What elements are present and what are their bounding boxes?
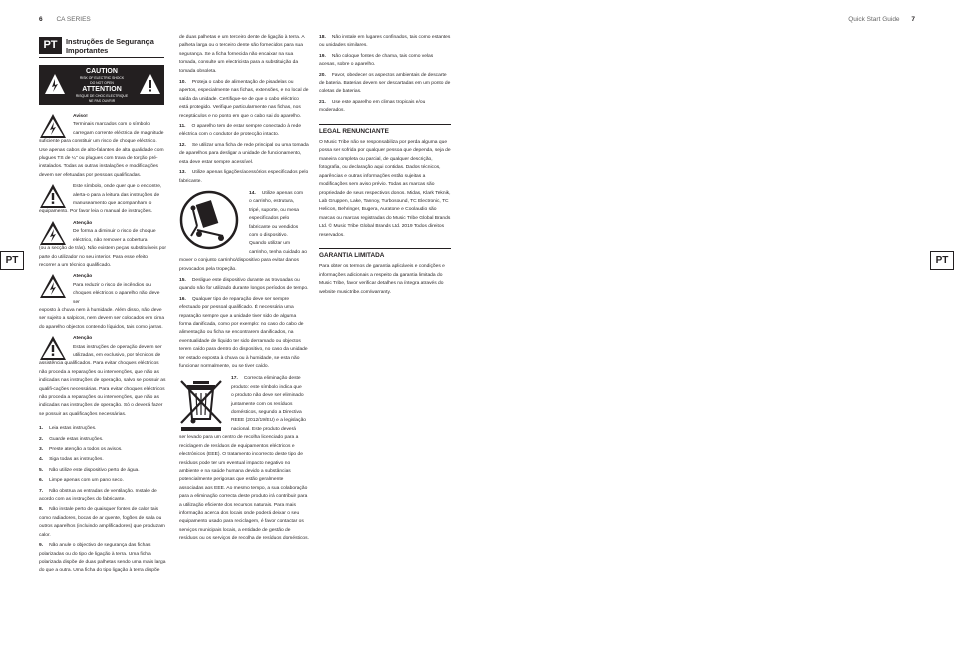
list-item: 15. Desligue este dispositivo durante as trovoadas ou quando não for utilizado durante longos períodos de tempo.	[179, 277, 309, 292]
language-badge: PT	[39, 37, 62, 54]
attention-sub2: NE PAS OUVRIR	[88, 99, 116, 103]
legal-section	[319, 124, 451, 240]
list-item: 9. Não anule o objectivo de segurança das fichas polarizadas ou do tipo de ligação à terra. Uma ficha polarizada dispõe de duas palhetas sendo uma mais larga do que a outra. Uma ficha do tipo ligação à terra dispõe	[39, 543, 166, 574]
side-tab-right: PT	[930, 251, 954, 270]
caution-text	[67, 68, 137, 104]
list-item: 7. Não obstrua as entradas de ventilação. Instale de acordo com as instruções do fabricante.	[39, 488, 157, 503]
weee-crossed-bin-icon	[179, 377, 223, 433]
warning-block-3	[39, 220, 166, 270]
warning-4-title: Atenção	[73, 274, 93, 280]
list-item: 1. Leia estas instruções.	[39, 426, 97, 432]
caution-label	[39, 65, 164, 105]
item-9-continued: de duas palhetas e um terceiro dente de ligação à terra. A palheta larga ou o terceiro dente são fornecidos para sua segurança. Se a ficha fornecida não encaixar na sua tomada, consulte um electricista para a substituição da tomada obsoleta.	[179, 35, 305, 74]
list-item: 16. Qualquer tipo de reparação deve ser sempre efectuado por pessoal qualificado. É necessária uma reparação sempre que a unidade tiver sido de alguma forma danificada, como por exemplo: no caso do cabo de alimentação ou ficha se encontrarem danificados, na eventualidade de líquido ter sido derramado ou objectos terem caído para dentro do dispositivo, no caso da unidade ter estado exposta à chuva ou à humidade, se esta não funcionar normalmente, ou se tiver caído.	[179, 296, 308, 370]
left-page-number: 6	[39, 16, 43, 23]
caution-sub1: RISK OF ELECTRIC SHOCK	[79, 76, 125, 80]
caution-heading: CAUTION	[86, 68, 118, 75]
warning-2-line1: Este símbolo, onde quer que o encontre,	[73, 184, 162, 190]
warning-1-line2: carregam corrente eléctrica de magnitude	[73, 130, 164, 136]
item-14-block: 14. Utilize apenas com o carrinho, estrutura, tripé, suporte, ou mesa especificados pelo fabricante ou vendidos com o dispositivo. Quando utilizar um carrinho, tenha cuidado ao mover o conjunto carrinho/dispositivo para evitar danos provocados pela tropeção.	[179, 190, 309, 274]
lightning-triangle-icon	[39, 273, 67, 299]
lightning-triangle-icon	[39, 113, 67, 139]
list-item: 18. Não instale em lugares confinados, tais como estantes ou unidades similares.	[319, 35, 451, 49]
list-item: 11. O aparelho tem de estar sempre conectado à rede eléctrica com o condutor de protecção intacto.	[179, 124, 302, 138]
list-item: 21. Use este aparelho em climas tropicais e/ou moderados.	[319, 99, 426, 114]
page-header-left	[39, 16, 91, 23]
warning-5-line2: utilizadas, em exclusivo, por técnicos de	[73, 352, 161, 358]
warranty-text: Para obter os termos de garantia aplicáveis e condições e informações adicionais a respeito da garantia limitada do Music Tribe, favor verificar detalhes na íntegra através do website musictribe.com/warranty.	[319, 264, 445, 295]
title-rule	[39, 57, 164, 58]
warning-1-title: Aviso!	[73, 114, 88, 119]
legal-heading: LEGAL RENUNCIANTE	[319, 127, 389, 135]
item-17-number: 17.	[231, 376, 238, 382]
list-item: 10. Proteja o cabo de alimentação de pisadelas ou apertos, especialmente nas fichas, extensões, e no local de saída da unidade. Certifique-se de que o cabo eléctrico está protegido. Verifique particularmente nas fichas, nos receptáculos e no ponto em que o cabo sai do aparelho.	[179, 80, 309, 119]
right-column	[319, 34, 451, 300]
exclamation-warning-icon	[139, 73, 161, 95]
list-item: 4. Siga todas as instruções.	[39, 457, 104, 463]
attention-heading: ATTENTION	[82, 86, 122, 93]
warning-block-5	[39, 335, 166, 419]
right-page-number: 7	[911, 16, 915, 23]
series-name: CA SERIES	[56, 16, 91, 23]
list-item: 6. Limpe apenas com um pano seco.	[39, 478, 124, 484]
warning-4-line2: choques eléctricos o aparelho não deve ser	[73, 291, 160, 305]
lightning-warning-icon	[44, 73, 66, 95]
warning-5-title: Atenção	[73, 336, 93, 342]
attention-sub1: RISQUE DE CHOC ELECTRIQUE	[75, 94, 129, 98]
warning-4-line1: Para reduzir o risco de incêndios ou	[73, 282, 152, 288]
middle-column	[179, 34, 309, 547]
list-item: 8. Não instale perto de quaisquer fontes de calor tais como radiadores, bocas de ar quente, fogões de sala ou outros aparelhos (incluindo amplificadores) que produzam calor.	[39, 507, 165, 538]
list-item: 12. Se utilizar uma ficha de rede principal ou uma tomada de aparelhos para desligar a unidade de funcionamento, esta deve estar sempre acessível.	[179, 142, 309, 165]
warning-2-line2: alerta-o para a leitura das instruções de	[73, 192, 160, 198]
warning-block-4	[39, 273, 166, 332]
warning-5-line1: Estas instruções de operação devem ser	[73, 344, 162, 350]
warning-3-line2: eléctrico, não remover a cobertura	[73, 237, 148, 243]
warning-2-text: equipamento. Por favor leia o manual de instruções.	[39, 209, 153, 215]
warning-block-2	[39, 183, 166, 217]
side-tab-left: PT	[0, 251, 24, 270]
warning-5-text: assistência qualificados. Para evitar choques eléctricos não proceda a reparações ou intervenções, que não as indicadas nas instruções de operação, salvo se possuir as qualifi-cações necessárias. Para evitar choques eléctricos não proceda a reparações ou intervenções, que não as indicadas nas instruções de operação. Só o deverá fazer se possuir as qualificações necessárias.	[39, 361, 166, 417]
instruction-list-left	[39, 425, 166, 576]
warning-4-text: exposto à chuva nem à humidade. Além disso, não deve ser sujeito a salpicos, nem devem ser colocados em cima do aparelho objectos contendo líquidos, tais como jarras.	[39, 307, 165, 330]
list-item: 5. Não utilize este dispositivo perto de água.	[39, 467, 140, 473]
page-header-right	[848, 16, 915, 23]
warning-3-text: (ou a secção de trás). Não existem peças substituíveis por parte do utilizador no seu interior. Para esse efeito recorrer a um técnico qualificado.	[39, 246, 166, 268]
page-title-line1: Instruções de Segurança	[66, 37, 154, 46]
warning-2-line3: manuseamento que acompanham o	[73, 201, 152, 207]
list-item: 19. Não coloque fontes de chama, tais como velas acesas, sobre o aparelho.	[319, 53, 434, 68]
item-17-block: 17. Correcta eliminação deste produto: este símbolo indica que o produto não deve ser eliminado juntamente com os resíduos domésticos, segundo a Directiva REEE (2012/19/EU) e a legislação nacional. Este produto deverá ser levado para um centro de recolha licenciado para a reciclagem de resíduos de equipamentos eléctricos e electrónicos (EEE). O tratamento incorrecto deste tipo de resíduos pode ter um eventual impacto negativo no ambiente e na saúde humana devido a substâncias potencialmente perigosas que estão geralmente associadas aos EEE. Ao mesmo tempo, a sua colaboração para a eliminação correcta deste produto irá contribuir para a utilização eficiente dos recursos naturais. Para mais informação acerca dos locais onde poderá deixar o seu equipamento usado para reciclagem, é favor contactar os serviços municipais locais, a entidade de gestão de resíduos ou os serviços de recolha de resíduos domésticos.	[179, 375, 309, 543]
instruction-list-middle	[179, 79, 309, 186]
cart-tipover-warning-icon	[179, 190, 239, 250]
lightning-triangle-icon	[39, 220, 67, 246]
legal-text: O Music Tribe não se responsabiliza por perda alguma que possa ser sofrida por qualquer pessoa que dependa, seja de maneira completa ou parcial, de qualquer descrição, fotografia, ou declaração aqui contidas. Dados técnicos, aparências e outras informações estão sujeitas a modificações sem aviso prévio. Todas as marcas são propriedade de seus respectivos donos. Midas, Klark Teknik, Lab Gruppen, Lake, Tannoy, Turbosound, TC Electronic, TC Helicon, Behringer, Bugera, Auratone e Coolaudio são marcas ou marcas registradas do Music Tribe Global Brands Ltd. © Music Tribe Global Brands Ltd. 2019 Todos direitos reservados.	[319, 140, 451, 238]
left-column	[39, 113, 166, 578]
warning-3-line1: De forma a diminuir o risco de choque	[73, 229, 156, 235]
warranty-heading: GARANTIA LIMITADA	[319, 251, 385, 259]
page-title	[66, 37, 154, 55]
warning-3-title: Atenção	[73, 220, 93, 226]
exclamation-triangle-icon	[39, 183, 67, 209]
list-item: 2. Guarde estas instruções.	[39, 436, 104, 442]
list-item: 13. Utilize apenas ligações/acessórios especificados pelo fabricante.	[179, 170, 309, 184]
page-title-line2: Importantes	[66, 46, 109, 55]
warning-1-line1: Terminais marcados com o símbolo	[73, 122, 150, 128]
list-item: 20. Favor, obedecer os aspectos ambientais de descarte de bateria. Baterias devem ser descartadas em um ponto de coletas de baterias.	[319, 72, 451, 95]
guide-name: Quick Start Guide	[848, 16, 900, 23]
item-14-number: 14.	[249, 190, 256, 196]
instruction-list-right	[319, 34, 451, 116]
warning-block-1	[39, 113, 166, 180]
warning-1-text: suficiente para constituir um risco de choque eléctrico. Use apenas cabos de alto-falantes de alta qualidade com plugues TS de ¼" ou plugues com trava de torção pré-instalados. Todas as outras instalações e modificações devem ser efetuadas por pessoas qualificadas.	[39, 139, 164, 178]
instruction-list-middle-2	[179, 277, 309, 371]
item-17-text: ser levado para um centro de recolha licenciado para a reciclagem de resíduos de equipamentos eléctricos e electrónicos (EEE). O tratamento incorrecto deste tipo de resíduos pode ter um eventual impacto negativo no ambiente e na saúde humana devido a substâncias potencialmente perigosas que estão geralmente associadas aos EEE. Ao mesmo tempo, a sua colaboração para a eliminação correcta deste produto irá contribuir para a utilização eficiente dos recursos naturais. Para mais informação acerca dos locais onde poderá deixar o seu equipamento usado para reciclagem, é favor contactar os serviços municipais locais, a entidade de gestão de resíduos ou os serviços de recolha de resíduos domésticos.	[179, 435, 309, 542]
item-14-text: mover o conjunto carrinho/dispositivo para evitar danos provocados pela tropeção.	[179, 258, 299, 272]
list-item: 3. Preste atenção a todos os avisos.	[39, 447, 123, 453]
caution-sub2: DO NOT OPEN	[90, 81, 114, 85]
warranty-section	[319, 248, 451, 297]
exclamation-triangle-icon	[39, 335, 67, 361]
